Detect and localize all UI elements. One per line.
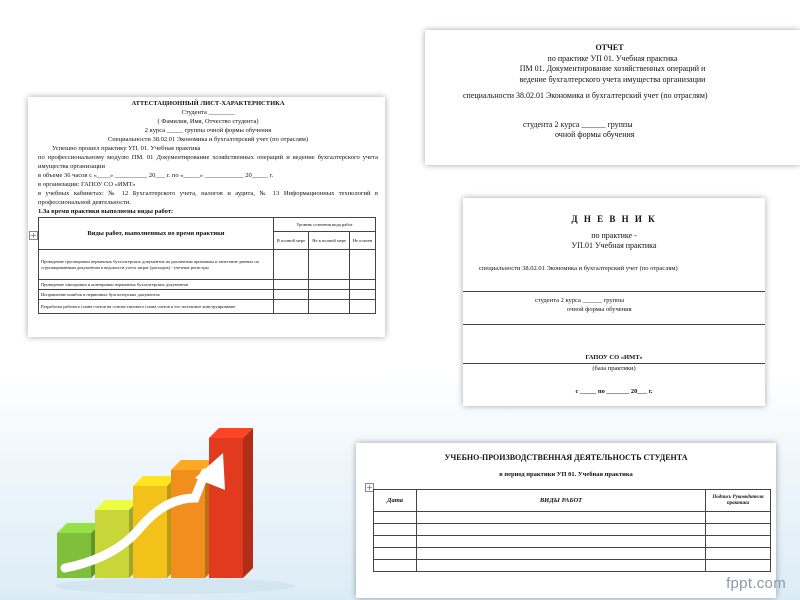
course-line: 2 курса _____ группы очной формы обучения — [144, 127, 272, 134]
col-date-header: Дата — [374, 490, 417, 512]
section-heading: 1.За время практики выполнены виды работ: — [38, 208, 174, 215]
activity-title: УЧЕБНО-ПРОИЗВОДСТВЕННАЯ ДЕЯТЕЛЬНОСТЬ СТУДЕНТА — [444, 453, 688, 462]
work-cell: Разработка рабочего плана счетов на основе типового плана счетов и его поэтапное конструирование — [39, 300, 274, 314]
activity-sheet — [356, 443, 776, 598]
diary-dates: с _____ по _______ 20___ г. — [575, 387, 653, 395]
activity-table — [373, 489, 771, 572]
work-cell: Проведение группировки первичных бухгалтерских документов по различным признакам и занесение данных по сгруппированным документам в ведомости учета затрат (расходов) - учетные регистры — [39, 250, 274, 280]
sub-full: В полной мере — [274, 232, 309, 250]
activity-period: в период практики УП 01. Учебная практика — [499, 470, 633, 478]
report-line-1: по практике УП 01. Учебная практика — [547, 53, 678, 63]
table-row — [374, 524, 771, 536]
table-row — [39, 290, 376, 300]
name-hint: ( Фамилия, Имя, Отчество студента) — [157, 118, 259, 125]
table-move-handle-icon: + — [30, 231, 37, 240]
diary-org: ГАПОУ СО «ИМТ» — [585, 353, 643, 361]
divider — [463, 324, 765, 325]
table-row — [374, 560, 771, 572]
attestation-sheet — [28, 97, 385, 337]
work-cell: Исправление ошибок в первичных бухгалтерских документах — [39, 290, 274, 300]
growth-chart-illustration — [45, 418, 305, 598]
shadow — [55, 578, 295, 594]
divider — [463, 291, 765, 292]
diary-sheet — [463, 198, 765, 406]
col-work-header: Виды работ, выполненных во время практики — [39, 218, 274, 250]
diary-form: очной формы обучения — [567, 305, 632, 313]
diary-line-2: УП.01 Учебная практика — [571, 241, 657, 250]
report-line-3: ведение бухгалтерского учета имущества организации — [519, 74, 706, 84]
table-row — [39, 250, 376, 280]
bar-5 — [209, 438, 243, 578]
specialty-line: Специальности 38.02.01 Экономика и бухгалтерский учет (по отраслям) — [107, 136, 309, 143]
rooms-line: в учебных кабинетах: № 12 Бухгалтерского учета, налогов и аудита, № 13 Информационных технологий в профессиональной деятельности. — [38, 190, 378, 206]
table-row — [374, 512, 771, 524]
org-line: в организации: ГАПОУ СО «ИМТ» — [38, 181, 136, 188]
sub-none: Не освоен — [350, 232, 376, 250]
table-move-handle-icon: + — [366, 483, 373, 492]
work-cell: Проведение таксировки и контировки первичных бухгалтерских документов — [39, 280, 274, 290]
attestation-title: АТТЕСТАЦИОННЫЙ ЛИСТ-ХАРАКТЕРИСТИКА — [131, 100, 285, 107]
table-row — [374, 548, 771, 560]
student-line: Студента ________ — [181, 109, 235, 116]
report-title: ОТЧЕТ — [595, 43, 624, 52]
diary-specialty: специальности 38.02.01 Экономика и бухгалтерский учет (по отраслям) — [479, 264, 678, 272]
volume-line: в объеме 36 часов с «____» __________ 20___ г. по «_____» ____________ 20_____ г. — [38, 172, 274, 179]
module-line: по профессиональному модулю ПМ. 01 Документирование хозяйственных операций и ведение бухгалтерского учета имущества организации — [38, 154, 378, 170]
report-specialty: специальности 38.02.01 Экономика и бухгалтерский учет (по отраслям) — [463, 91, 708, 100]
report-sheet — [425, 30, 800, 165]
passed-line: Успешно прошел практику УП. 01. Учебная практика — [52, 145, 201, 152]
bar-side-5 — [243, 428, 253, 578]
report-form: очной формы обучения — [555, 130, 635, 139]
sub-partial: Не в полной мере — [309, 232, 350, 250]
report-line-2: ПМ 01. Документирование хозяйственных операций и — [519, 64, 706, 73]
diary-org-hint: (база практики) — [592, 364, 636, 372]
diary-line-1: по практике - — [591, 230, 637, 240]
col-work-header: ВИДЫ РАБОТ — [417, 490, 706, 512]
diary-student: студента 2 курса ______ группы — [535, 296, 625, 304]
table-row — [39, 280, 376, 290]
table-row — [39, 300, 376, 314]
col-sign-header: Подпись Руководителя практики — [706, 490, 771, 512]
works-table — [38, 217, 376, 314]
watermark: fppt.com — [726, 575, 786, 592]
col-level-header: Уровень освоения вида работ — [274, 218, 376, 232]
report-student: студента 2 курса ______ группы — [523, 119, 633, 129]
table-row — [374, 536, 771, 548]
diary-title: Д Н Е В Н И К — [571, 214, 657, 224]
